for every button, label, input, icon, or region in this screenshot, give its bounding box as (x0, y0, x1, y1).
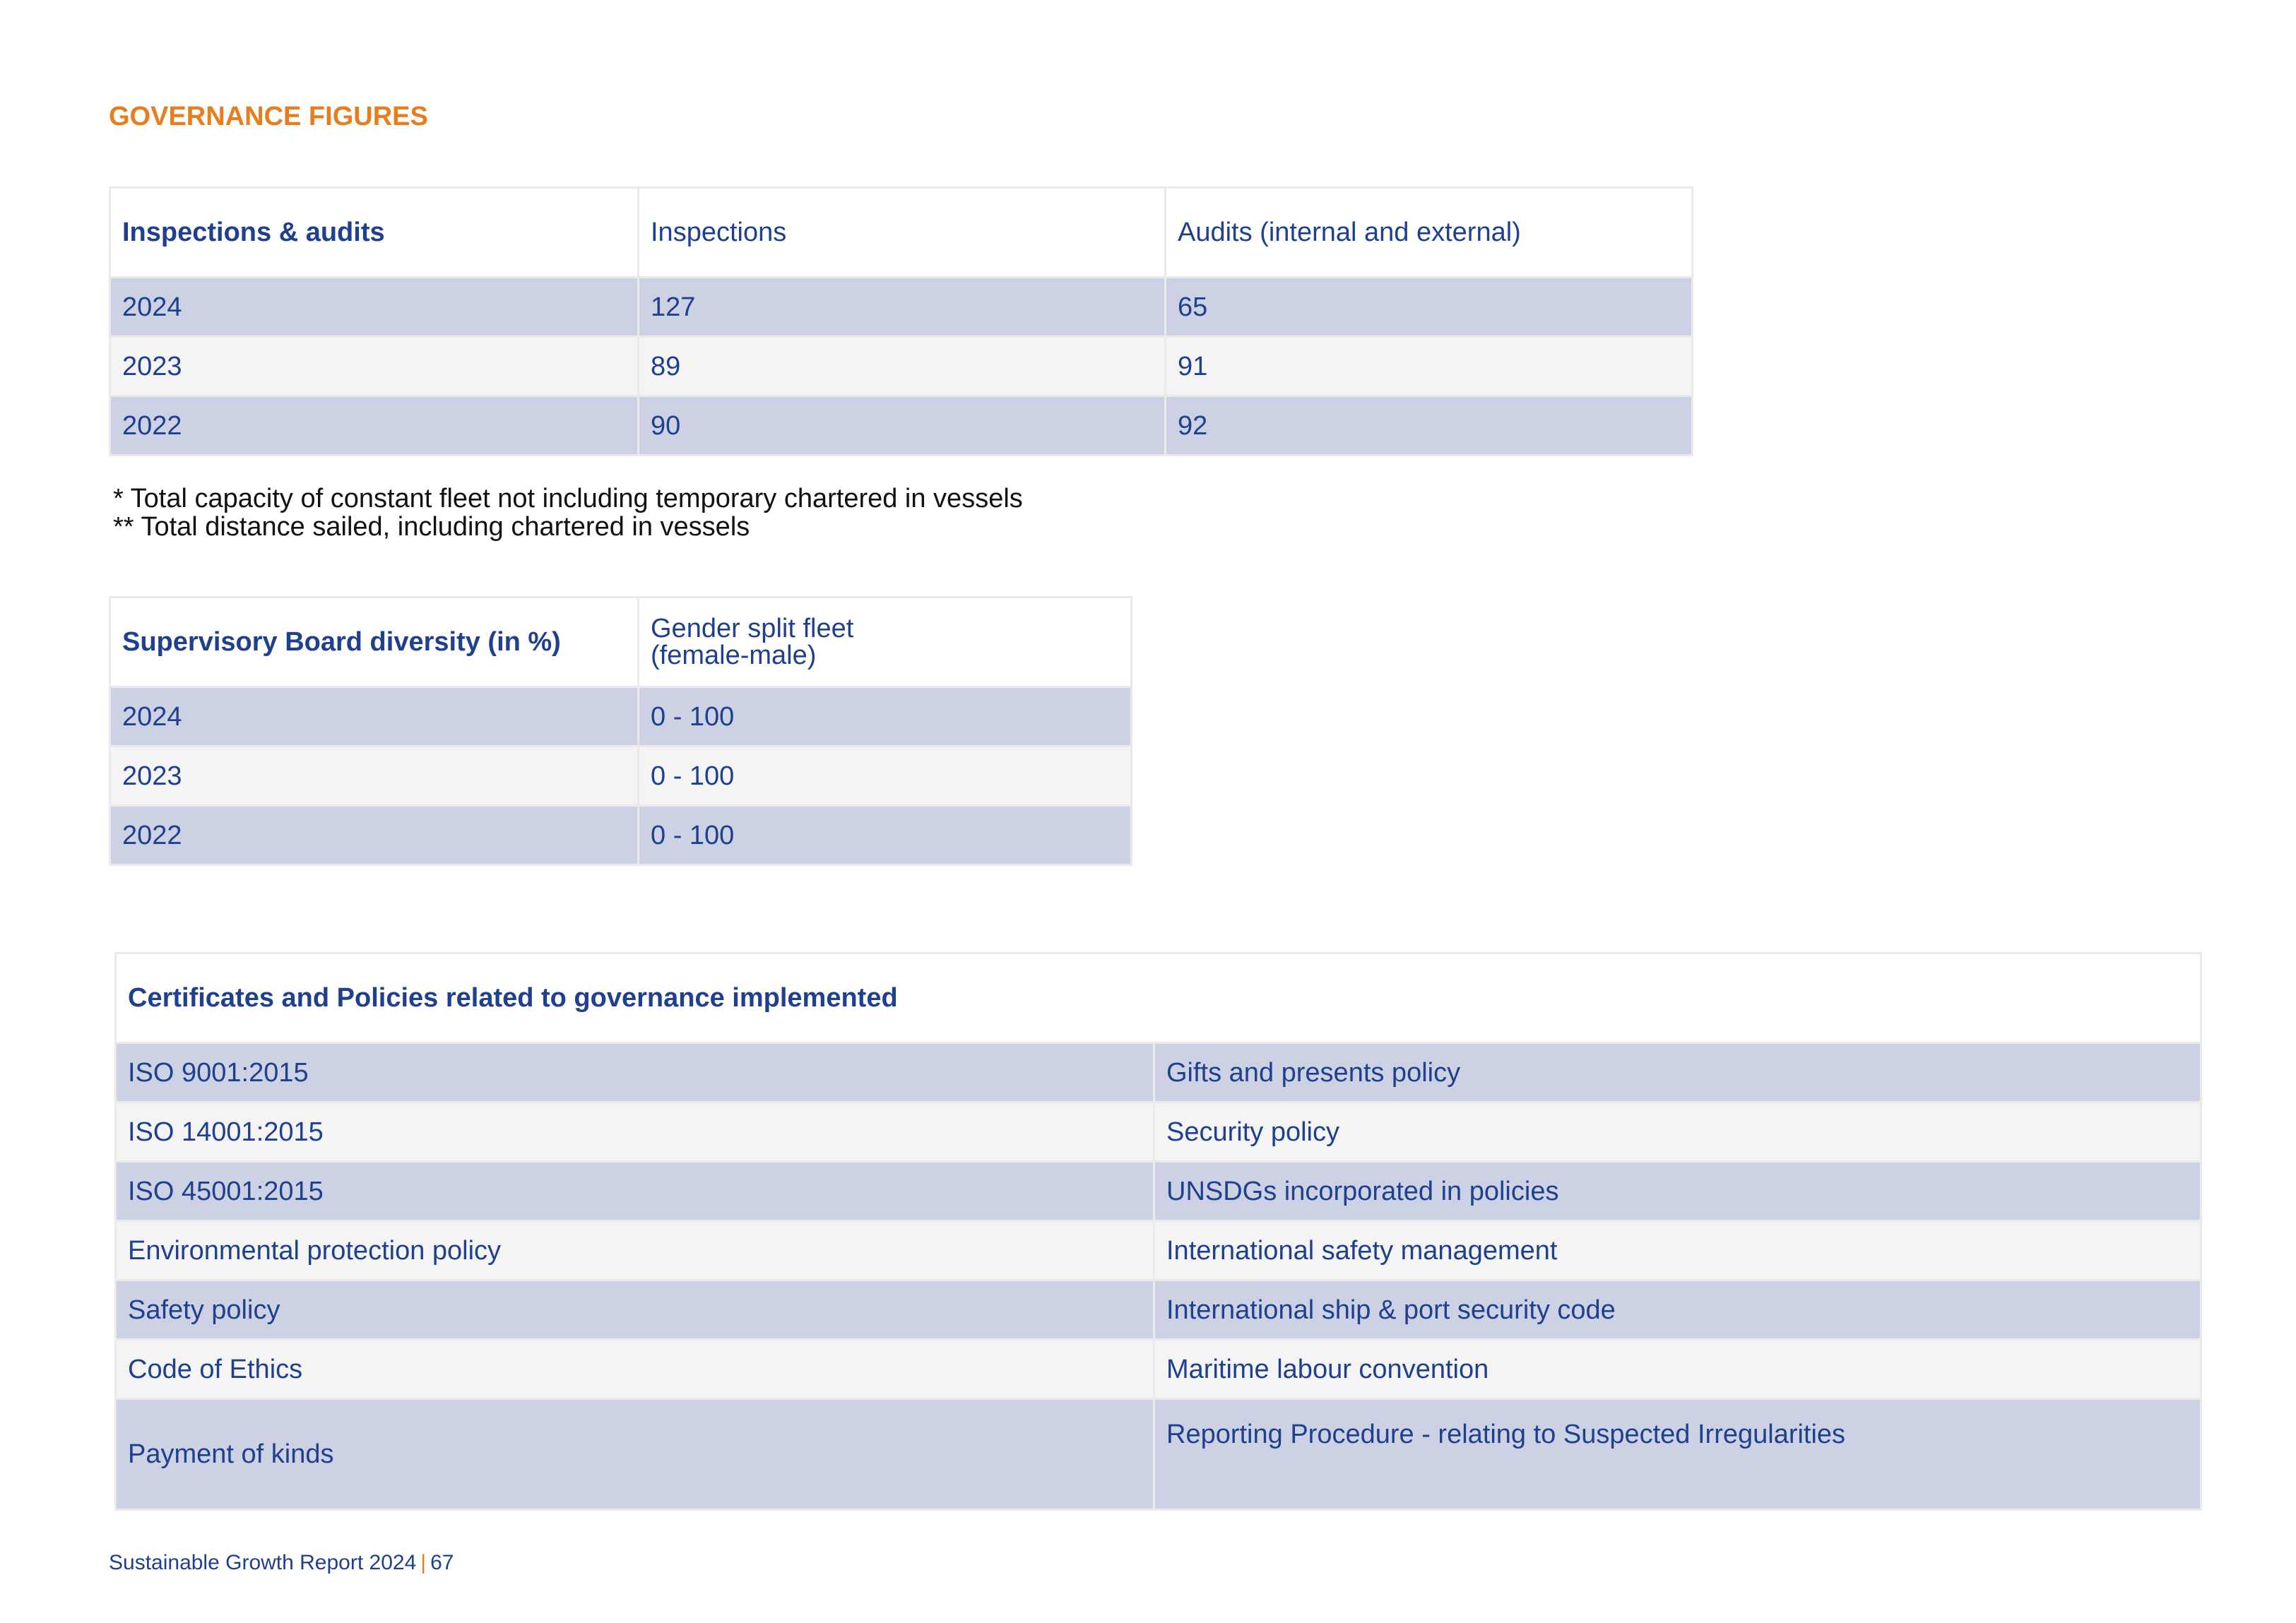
table-cell: 0 - 100 (639, 687, 1132, 747)
inspections-audits-table (109, 186, 1693, 456)
table-header-cell (639, 598, 1132, 687)
section-title: GOVERNANCE FIGURES (109, 102, 428, 131)
table-row (116, 1102, 2201, 1162)
table-row (110, 396, 1693, 456)
table-cell: 2024 (110, 278, 639, 337)
footnotes (113, 484, 1023, 541)
table-cell: 2022 (110, 396, 639, 456)
report-title: Sustainable Growth Report 2024 (109, 1551, 417, 1574)
board-diversity-table (109, 596, 1132, 866)
table-cell: Security policy (1154, 1102, 2201, 1162)
table-cell: ISO 14001:2015 (116, 1102, 1154, 1162)
table-cell: 90 (639, 396, 1166, 456)
table-cell: International safety management (1154, 1221, 2201, 1280)
table-cell: Environmental protection policy (116, 1221, 1154, 1280)
table-cell: 89 (639, 337, 1166, 396)
table-cell: Maritime labour convention (1154, 1340, 2201, 1399)
table-cell: Gifts and presents policy (1154, 1043, 2201, 1102)
table-cell: 2023 (110, 337, 639, 396)
table-cell: 65 (1166, 278, 1693, 337)
table-row (116, 1043, 2201, 1102)
table-cell: 2022 (110, 806, 639, 865)
page-number: 67 (430, 1551, 454, 1574)
table-row (110, 747, 1132, 806)
table-cell: 2024 (110, 687, 639, 747)
table-cell: 0 - 100 (639, 747, 1132, 806)
certificates-policies-table (114, 952, 2202, 1511)
table-cell: ISO 45001:2015 (116, 1162, 1154, 1221)
table-row (110, 687, 1132, 747)
table-cell: ISO 9001:2015 (116, 1043, 1154, 1102)
table-header-cell: Certificates and Policies related to governance implemented (116, 953, 2201, 1043)
table-cell: UNSDGs incorporated in policies (1154, 1162, 2201, 1221)
table-cell: Safety policy (116, 1280, 1154, 1340)
table-header-cell: Inspections (639, 188, 1166, 278)
table-cell: 0 - 100 (639, 806, 1132, 865)
table-cell: 91 (1166, 337, 1693, 396)
table-row (110, 278, 1693, 337)
table-row (116, 1340, 2201, 1399)
table-header-cell: Audits (internal and external) (1166, 188, 1693, 278)
table-cell: International ship & port security code (1154, 1280, 2201, 1340)
table-header-cell: Supervisory Board diversity (in %) (110, 598, 639, 687)
table-cell: 2023 (110, 747, 639, 806)
table-header-cell: Inspections & audits (110, 188, 639, 278)
footnote: ** Total distance sailed, including chartered in vessels (113, 512, 750, 542)
table-cell: Code of Ethics (116, 1340, 1154, 1399)
table-cell: 127 (639, 278, 1166, 337)
table-header-row (110, 188, 1693, 278)
table-row (110, 806, 1132, 865)
table-row (116, 1399, 2201, 1510)
footnote: * Total capacity of constant fleet not including temporary chartered in vessels (113, 484, 1023, 513)
table-cell: Payment of kinds (116, 1399, 1154, 1510)
table-header-row (116, 953, 2201, 1043)
table-row (110, 337, 1693, 396)
table-header-row (110, 598, 1132, 687)
gender-split-label: Gender split fleet (651, 614, 854, 643)
footer-separator: | (420, 1551, 427, 1574)
table-row (116, 1162, 2201, 1221)
gender-split-sublabel: (female-male) (651, 641, 817, 670)
table-cell: 92 (1166, 396, 1693, 456)
table-row (116, 1280, 2201, 1340)
table-row (116, 1221, 2201, 1280)
table-cell: Reporting Procedure - relating to Suspected Irregularities (1154, 1399, 2201, 1510)
page-footer (109, 1551, 454, 1575)
